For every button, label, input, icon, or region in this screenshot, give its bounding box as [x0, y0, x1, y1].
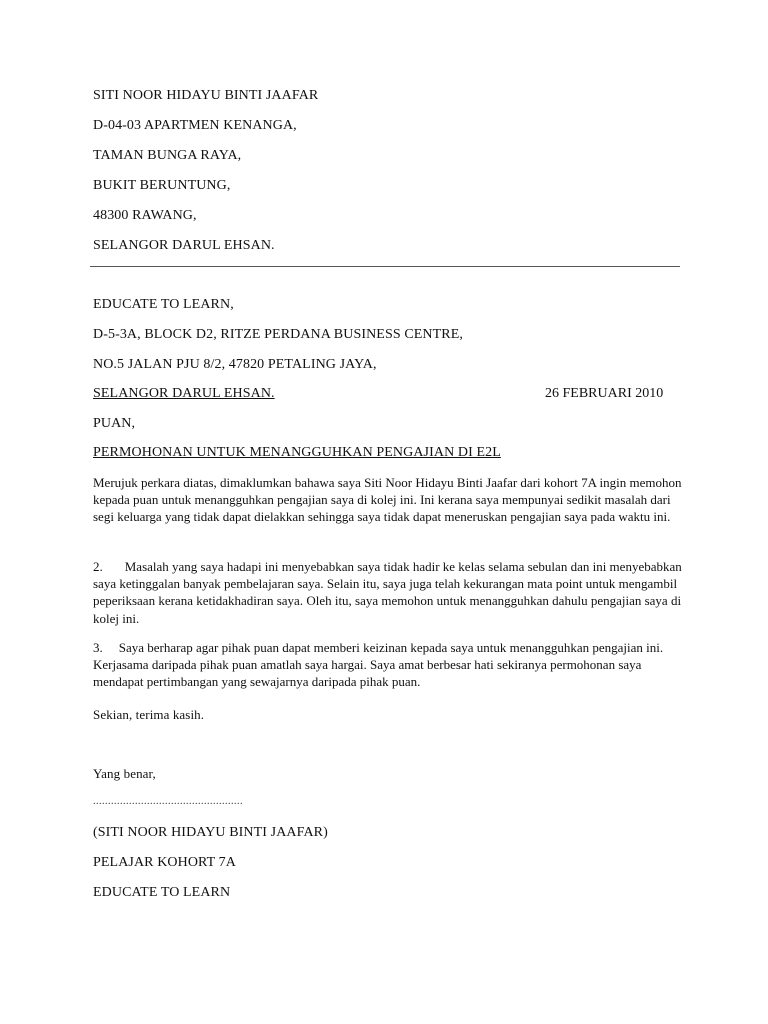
- letter-subject: PERMOHONAN UNTUK MENANGGUHKAN PENGAJIAN DI E2L: [93, 445, 501, 460]
- recipient-address-line-3: SELANGOR DARUL EHSAN.: [93, 386, 275, 401]
- paragraph-3-text: Saya berharap agar pihak puan dapat memberi keizinan kepada saya untuk menangguhkan pengajian ini. Kerjasama daripada pihak puan amatlah saya hargai. Saya amat berbesar hati sekiranya permohonan saya mendapat pertimbangan yang sewajarnya daripada pihak puan.: [93, 640, 664, 690]
- sender-address-line-4: 48300 RAWANG,: [93, 208, 197, 223]
- sender-address-line-2: TAMAN BUNGA RAYA,: [93, 148, 242, 163]
- paragraph-2-number: 2.: [93, 559, 103, 574]
- signatory-name: (SITI NOOR HIDAYU BINTI JAAFAR): [93, 825, 328, 840]
- signatory-organization: EDUCATE TO LEARN: [93, 885, 231, 900]
- recipient-address-line-1: D-5-3A, BLOCK D2, RITZE PERDANA BUSINESS CENTRE,: [93, 327, 463, 342]
- header-divider: [90, 266, 680, 267]
- signatory-title: PELAJAR KOHORT 7A: [93, 855, 236, 870]
- paragraph-2-text: Masalah yang saya hadapi ini menyebabkan saya tidak hadir ke kelas selama sebulan dan ini menyebabkan saya ketinggalan banyak pembelajaran saya. Selain itu, saya juga telah kekurangan mata point untuk mengambil peperiksaan kerana ketidakhadiran saya. Oleh itu, saya memohon untuk menangguhkan dahulu pengajian saya di kolej ini.: [93, 559, 682, 626]
- sender-address-line-3: BUKIT BERUNTUNG,: [93, 178, 231, 193]
- body-paragraph-2: [93, 558, 683, 627]
- recipient-name: EDUCATE TO LEARN,: [93, 297, 234, 312]
- sender-name: SITI NOOR HIDAYU BINTI JAAFAR: [93, 88, 319, 103]
- signature-line: ..................................................: [93, 796, 243, 807]
- sender-address-line-1: D-04-03 APARTMEN KENANGA,: [93, 118, 297, 133]
- sign-off: Yang benar,: [93, 766, 156, 781]
- paragraph-3-number: 3.: [93, 640, 103, 655]
- body-paragraph-3: [93, 639, 683, 691]
- sender-address-line-5: SELANGOR DARUL EHSAN.: [93, 238, 275, 253]
- closing-text: Sekian, terima kasih.: [93, 707, 205, 722]
- recipient-address-line-2: NO.5 JALAN PJU 8/2, 47820 PETALING JAYA,: [93, 357, 377, 372]
- body-paragraph-1: Merujuk perkara diatas, dimaklumkan bahawa saya Siti Noor Hidayu Binti Jaafar dari kohort 7A ingin memohon kepada puan untuk menangguhkan pengajian saya di kolej ini. Ini kerana saya mempunyai sedikit masalah dari segi keluarga yang tidak dapat dielakkan sehingga saya tidak dapat meneruskan pengajian saya pada waktu ini.: [93, 475, 682, 525]
- letter-date: 26 FEBRUARI 2010: [545, 386, 664, 401]
- salutation: PUAN,: [93, 416, 136, 431]
